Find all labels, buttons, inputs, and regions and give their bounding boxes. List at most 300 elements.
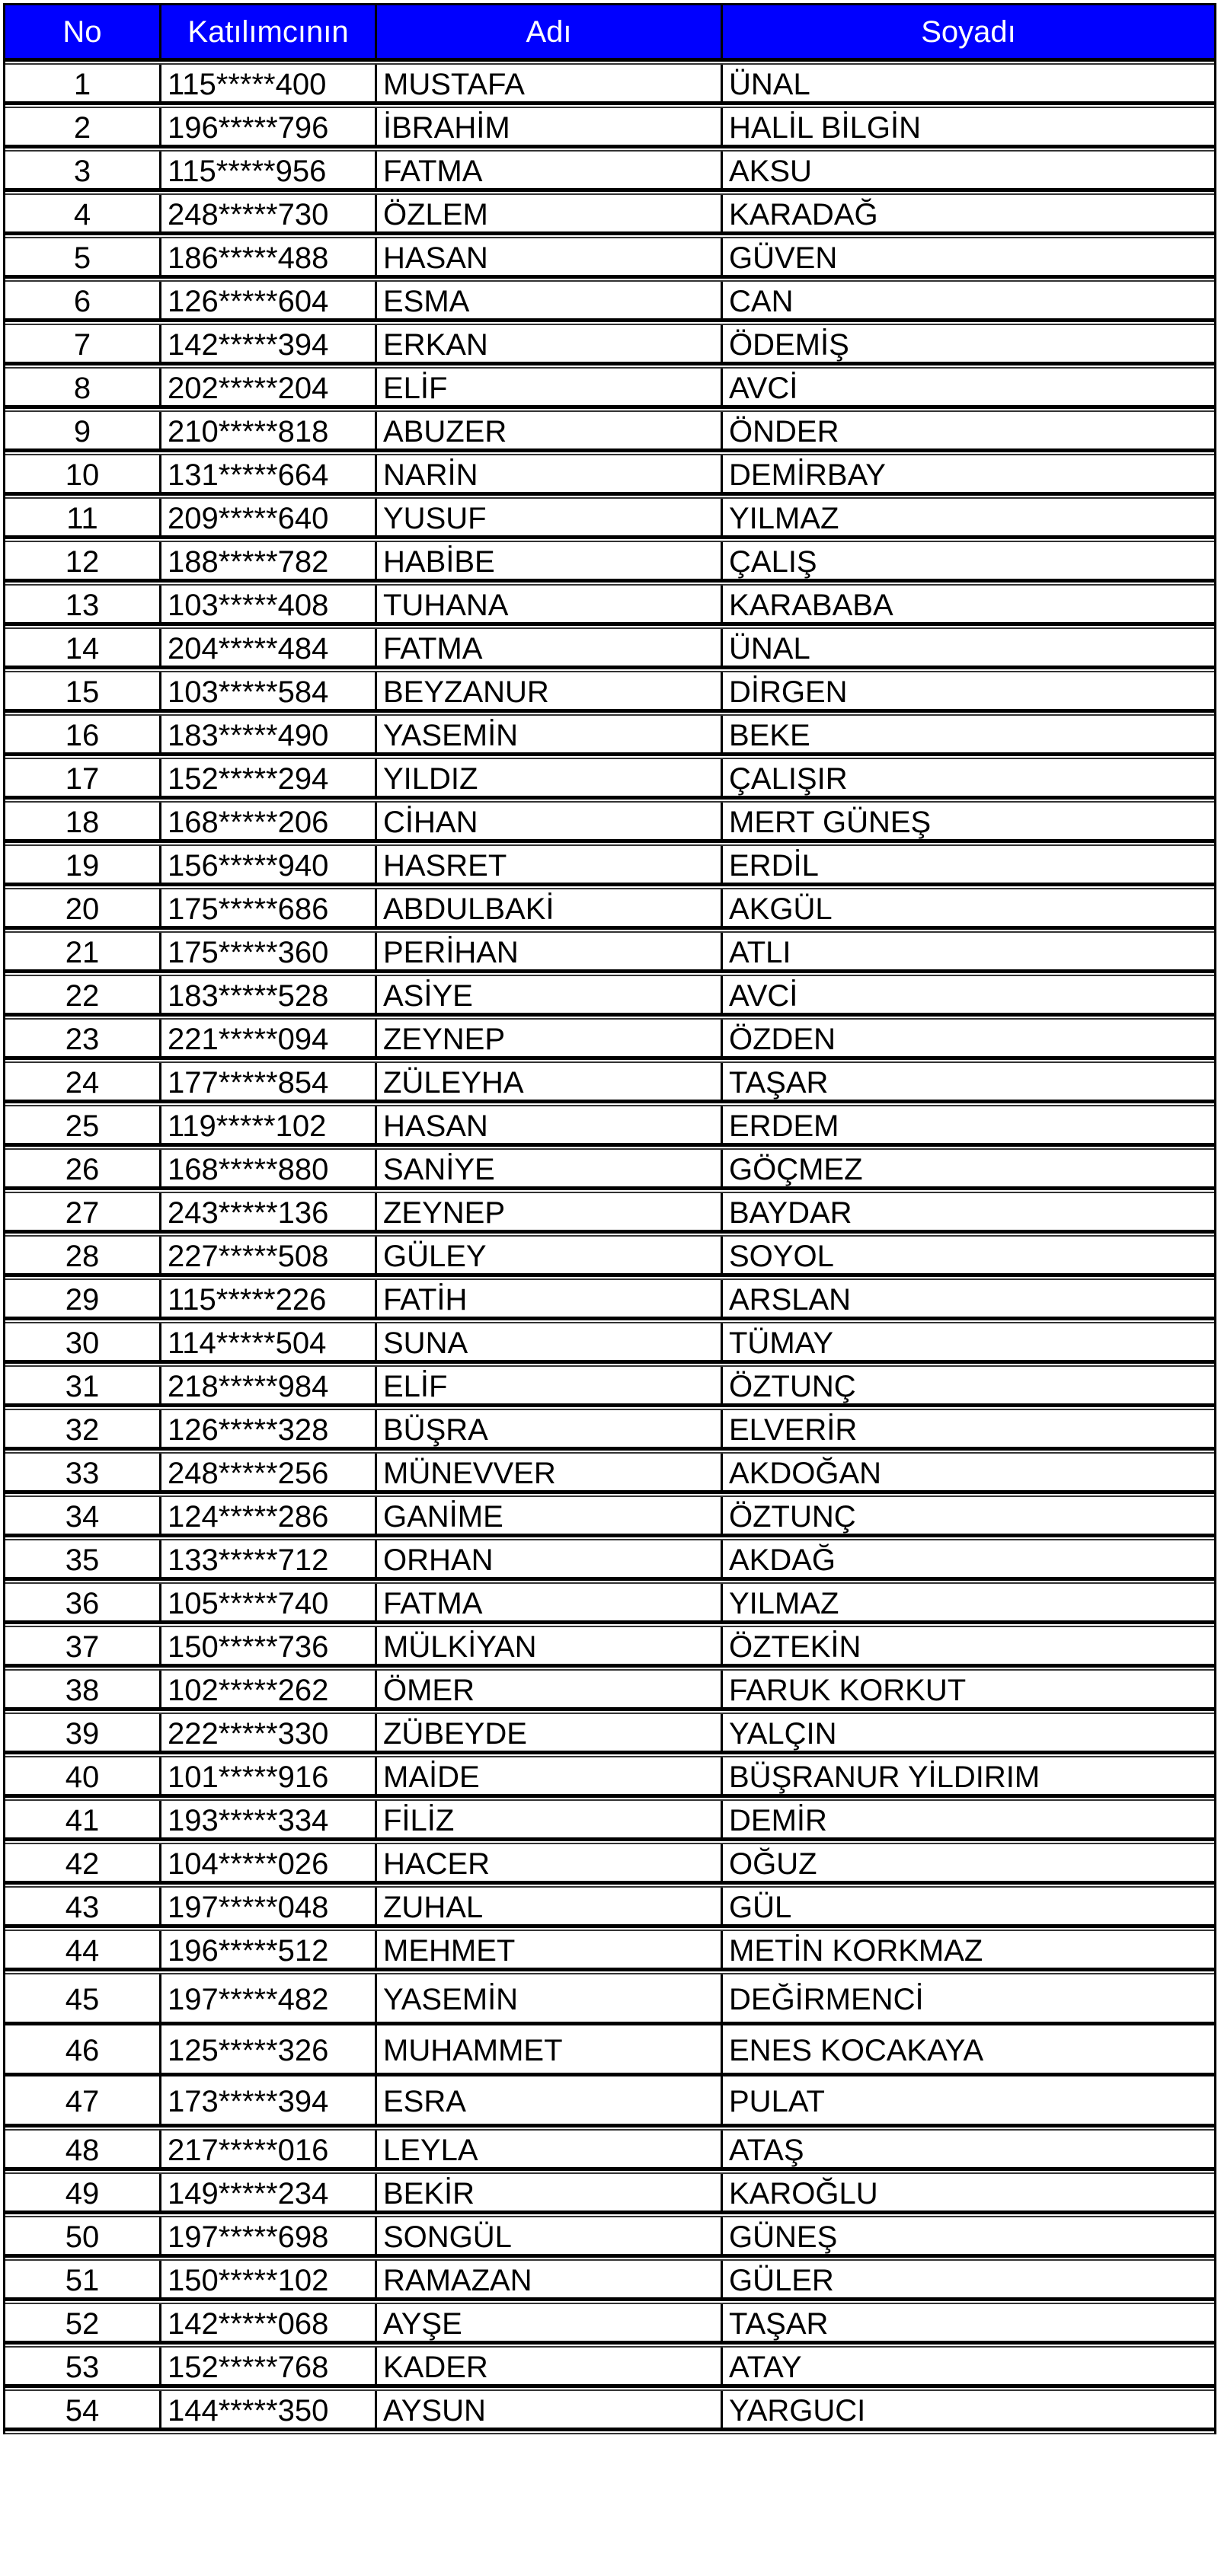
first-name-cell: HACER (377, 1844, 723, 1881)
first-name-cell: HASAN (377, 1106, 723, 1143)
first-name-cell: AYŞE (377, 2304, 723, 2341)
participant-id-cell: 197*****482 (161, 1974, 377, 2022)
row-divider (5, 709, 1214, 713)
first-name-cell: ORHAN (377, 1540, 723, 1577)
last-name-cell: KAROĞLU (729, 2177, 878, 2211)
first-name-cell: İBRAHİM (377, 108, 723, 145)
row-divider (5, 1620, 1214, 1624)
first-name-cell: FATMA (377, 152, 723, 188)
first-name-cell: FATMA (377, 629, 723, 666)
last-name-cell: BÜŞRANUR YİLDIRIM (729, 1760, 1040, 1794)
last-name-cell: YARGUCI (729, 2394, 866, 2428)
last-name-cell: METİN KORKMAZ (729, 1934, 983, 1968)
last-name-cell: GÜLER (729, 2264, 834, 2297)
first-name-cell: BEYZANUR (377, 672, 723, 709)
last-name-cell: ÜNAL (729, 632, 810, 666)
row-number-cell: 46 (5, 2025, 161, 2073)
last-name-cell: SOYOL (729, 1240, 834, 1273)
row-divider (5, 666, 1214, 669)
last-name-cell: DEMİRBAY (729, 458, 886, 492)
row-number-cell: 33 (5, 1454, 161, 1490)
participant-id-cell: 227*****508 (161, 1237, 377, 1273)
row-divider (5, 1317, 1214, 1320)
table-row (5, 976, 1214, 1013)
row-number-cell: 12 (5, 542, 161, 579)
row-number-cell: 25 (5, 1106, 161, 1143)
row-number-cell: 36 (5, 1584, 161, 1620)
row-number-cell: 50 (5, 2217, 161, 2254)
row-number-cell: 27 (5, 1193, 161, 1230)
row-number-cell: 18 (5, 803, 161, 839)
row-divider (5, 1968, 1214, 1971)
row-number-cell: 3 (5, 152, 161, 188)
participant-id-cell: 133*****712 (161, 1540, 377, 1577)
table-row (5, 1106, 1214, 1143)
row-divider (5, 2124, 1214, 2128)
table-row (5, 195, 1214, 231)
participant-id-cell: 196*****796 (161, 108, 377, 145)
row-number-cell: 8 (5, 369, 161, 405)
row-divider (5, 492, 1214, 496)
row-number-cell: 2 (5, 108, 161, 145)
first-name-cell: MUHAMMET (377, 2025, 723, 2073)
last-name-cell: ARSLAN (729, 1283, 852, 1317)
last-name-cell: DİRGEN (729, 675, 848, 709)
row-divider (5, 2211, 1214, 2214)
table-row (5, 2174, 1214, 2211)
participant-id-cell: 168*****880 (161, 1150, 377, 1186)
first-name-cell: TUHANA (377, 586, 723, 622)
row-number-cell: 28 (5, 1237, 161, 1273)
first-name-cell: YILDIZ (377, 759, 723, 796)
last-name-cell: TAŞAR (729, 2307, 829, 2341)
participant-id-cell: 173*****394 (161, 2076, 377, 2124)
first-name-cell: SANİYE (377, 1150, 723, 1186)
table-row (5, 1237, 1214, 1273)
last-name-cell: YILMAZ (729, 502, 839, 535)
first-name-cell: MUSTAFA (377, 65, 723, 101)
participant-id-cell: 105*****740 (161, 1584, 377, 1620)
row-divider (5, 318, 1214, 322)
row-number-cell: 4 (5, 195, 161, 231)
row-divider (5, 1924, 1214, 1928)
row-divider (5, 1794, 1214, 1798)
participant-table (3, 3, 1216, 2434)
participant-id-cell: 217*****016 (161, 2131, 377, 2167)
participant-id-cell: 210*****818 (161, 412, 377, 448)
participant-id-cell: 125*****326 (161, 2025, 377, 2073)
table-row (5, 629, 1214, 666)
row-divider (5, 1881, 1214, 1885)
first-name-cell: ZUHAL (377, 1888, 723, 1924)
row-divider (5, 231, 1214, 235)
table-row (5, 846, 1214, 883)
participant-id-cell: 186*****488 (161, 238, 377, 275)
row-divider (5, 2341, 1214, 2345)
first-name-cell: ZÜLEYHA (377, 1063, 723, 1100)
last-name-cell: FARUK KORKUT (729, 1674, 967, 1707)
row-divider (5, 1751, 1214, 1754)
row-divider (5, 1186, 1214, 1190)
table-row (5, 65, 1214, 101)
participant-id-cell: 115*****956 (161, 152, 377, 188)
table-row (5, 933, 1214, 969)
row-number-cell: 22 (5, 976, 161, 1013)
first-name-cell: GÜLEY (377, 1237, 723, 1273)
table-row (5, 1931, 1214, 1968)
row-number-cell: 48 (5, 2131, 161, 2167)
row-number-cell: 15 (5, 672, 161, 709)
row-divider (5, 2428, 1214, 2431)
row-number-cell: 40 (5, 1757, 161, 1794)
last-name-cell: ÖZTEKİN (729, 1630, 861, 1664)
row-number-cell: 52 (5, 2304, 161, 2341)
table-row (5, 2131, 1214, 2167)
table-row (5, 152, 1214, 188)
row-divider (5, 1230, 1214, 1234)
row-number-cell: 39 (5, 1714, 161, 1751)
column-header-participant-id: Katılımcının (161, 5, 377, 58)
last-name-cell: AVCİ (729, 372, 798, 405)
last-name-cell: ENES KOCAKAYA (729, 2034, 984, 2067)
last-name-cell: GÜL (729, 1891, 792, 1924)
table-header-row (5, 5, 1214, 58)
last-name-cell: ÖZDEN (729, 1023, 836, 1056)
row-number-cell: 26 (5, 1150, 161, 1186)
first-name-cell: YUSUF (377, 499, 723, 535)
row-number-cell: 38 (5, 1671, 161, 1707)
table-row (5, 1280, 1214, 1317)
row-divider (5, 1273, 1214, 1277)
row-divider (5, 145, 1214, 148)
table-row (5, 1627, 1214, 1664)
row-number-cell: 37 (5, 1627, 161, 1664)
row-divider (5, 1056, 1214, 1060)
last-name-cell: ÖDEMİŞ (729, 328, 849, 362)
first-name-cell: ABUZER (377, 412, 723, 448)
participant-id-cell: 202*****204 (161, 369, 377, 405)
table-row (5, 1974, 1214, 2022)
row-divider (5, 752, 1214, 756)
table-row (5, 108, 1214, 145)
table-row (5, 1497, 1214, 1534)
row-divider (5, 448, 1214, 452)
row-divider (5, 839, 1214, 843)
row-number-cell: 6 (5, 282, 161, 318)
first-name-cell: FİLİZ (377, 1801, 723, 1837)
participant-id-cell: 168*****206 (161, 803, 377, 839)
row-number-cell: 23 (5, 1020, 161, 1056)
participant-id-cell: 104*****026 (161, 1844, 377, 1881)
first-name-cell: LEYLA (377, 2131, 723, 2167)
first-name-cell: ÖMER (377, 1671, 723, 1707)
row-number-cell: 30 (5, 1323, 161, 1360)
first-name-cell: YASEMİN (377, 1974, 723, 2022)
column-header-first-name: Adı (377, 5, 723, 58)
row-number-cell: 1 (5, 65, 161, 101)
participant-id-cell: 152*****294 (161, 759, 377, 796)
participant-id-cell: 248*****256 (161, 1454, 377, 1490)
row-number-cell: 14 (5, 629, 161, 666)
row-divider (5, 796, 1214, 800)
last-name-cell: YILMAZ (729, 1587, 839, 1620)
first-name-cell: BEKİR (377, 2174, 723, 2211)
row-divider (5, 2297, 1214, 2301)
row-divider (5, 362, 1214, 365)
row-number-cell: 47 (5, 2076, 161, 2124)
row-number-cell: 31 (5, 1367, 161, 1403)
participant-id-cell: 150*****102 (161, 2261, 377, 2297)
row-divider (5, 1403, 1214, 1407)
participant-id-cell: 183*****490 (161, 716, 377, 752)
last-name-cell: OĞUZ (729, 1847, 817, 1881)
first-name-cell: ESMA (377, 282, 723, 318)
participant-id-cell: 144*****350 (161, 2391, 377, 2428)
header-divider (5, 58, 1214, 62)
table-row (5, 1063, 1214, 1100)
table-row (5, 1193, 1214, 1230)
table-row (5, 716, 1214, 752)
row-number-cell: 45 (5, 1974, 161, 2022)
participant-id-cell: 115*****400 (161, 65, 377, 101)
row-divider (5, 1100, 1214, 1103)
table-row (5, 672, 1214, 709)
row-number-cell: 32 (5, 1410, 161, 1447)
row-divider (5, 1577, 1214, 1581)
table-row (5, 2076, 1214, 2124)
participant-id-cell: 183*****528 (161, 976, 377, 1013)
row-divider (5, 1013, 1214, 1017)
first-name-cell: BÜŞRA (377, 1410, 723, 1447)
row-number-cell: 5 (5, 238, 161, 275)
last-name-cell: DEĞİRMENCİ (729, 1983, 924, 2016)
participant-id-cell: 156*****940 (161, 846, 377, 883)
table-row (5, 2025, 1214, 2073)
last-name-cell: GÜNEŞ (729, 2220, 838, 2254)
row-divider (5, 275, 1214, 279)
first-name-cell: SUNA (377, 1323, 723, 1360)
table-row (5, 2261, 1214, 2297)
row-number-cell: 21 (5, 933, 161, 969)
participant-id-cell: 131*****664 (161, 455, 377, 492)
last-name-cell: AKDOĞAN (729, 1457, 882, 1490)
first-name-cell: HABİBE (377, 542, 723, 579)
row-divider (5, 1837, 1214, 1841)
table-row (5, 803, 1214, 839)
table-row (5, 2348, 1214, 2384)
participant-id-cell: 124*****286 (161, 1497, 377, 1534)
table-row (5, 2217, 1214, 2254)
participant-id-cell: 196*****512 (161, 1931, 377, 1968)
last-name-cell: AKGÜL (729, 892, 833, 926)
last-name-cell: TAŞAR (729, 1066, 829, 1100)
participant-id-cell: 204*****484 (161, 629, 377, 666)
table-row (5, 412, 1214, 448)
participant-id-cell: 209*****640 (161, 499, 377, 535)
first-name-cell: MÜLKİYAN (377, 1627, 723, 1664)
first-name-cell: ZEYNEP (377, 1193, 723, 1230)
last-name-cell: ELVERİR (729, 1413, 858, 1447)
first-name-cell: HASAN (377, 238, 723, 275)
first-name-cell: MÜNEVVER (377, 1454, 723, 1490)
table-row (5, 2304, 1214, 2341)
row-divider (5, 535, 1214, 539)
last-name-cell: ÖZTUNÇ (729, 1370, 856, 1403)
table-row (5, 499, 1214, 535)
row-divider (5, 405, 1214, 409)
participant-id-cell: 221*****094 (161, 1020, 377, 1056)
participant-id-cell: 126*****328 (161, 1410, 377, 1447)
table-row (5, 542, 1214, 579)
table-row (5, 1454, 1214, 1490)
row-divider (5, 579, 1214, 583)
column-header-no: No (5, 5, 161, 58)
first-name-cell: MEHMET (377, 1931, 723, 1968)
row-number-cell: 16 (5, 716, 161, 752)
participant-id-cell: 142*****394 (161, 325, 377, 362)
row-number-cell: 13 (5, 586, 161, 622)
participant-id-cell: 243*****136 (161, 1193, 377, 1230)
table-row (5, 1323, 1214, 1360)
table-row (5, 2391, 1214, 2428)
row-number-cell: 35 (5, 1540, 161, 1577)
row-divider (5, 188, 1214, 192)
first-name-cell: RAMAZAN (377, 2261, 723, 2297)
row-number-cell: 43 (5, 1888, 161, 1924)
row-number-cell: 54 (5, 2391, 161, 2428)
participant-id-cell: 188*****782 (161, 542, 377, 579)
participant-id-cell: 248*****730 (161, 195, 377, 231)
row-divider (5, 926, 1214, 930)
first-name-cell: AYSUN (377, 2391, 723, 2428)
last-name-cell: AKSU (729, 155, 812, 188)
first-name-cell: CİHAN (377, 803, 723, 839)
first-name-cell: ELİF (377, 1367, 723, 1403)
table-row (5, 282, 1214, 318)
participant-id-cell: 103*****408 (161, 586, 377, 622)
first-name-cell: SONGÜL (377, 2217, 723, 2254)
first-name-cell: GANİME (377, 1497, 723, 1534)
last-name-cell: KARADAĞ (729, 198, 878, 231)
participant-id-cell: 149*****234 (161, 2174, 377, 2211)
first-name-cell: ÖZLEM (377, 195, 723, 231)
last-name-cell: YALÇIN (729, 1717, 837, 1751)
last-name-cell: ÇALIŞ (729, 545, 817, 579)
table-row (5, 1714, 1214, 1751)
row-number-cell: 10 (5, 455, 161, 492)
last-name-cell: ERDEM (729, 1109, 839, 1143)
first-name-cell: ZÜBEYDE (377, 1714, 723, 1751)
first-name-cell: NARİN (377, 455, 723, 492)
table-row (5, 238, 1214, 275)
first-name-cell: ERKAN (377, 325, 723, 362)
column-header-last-name: Soyadı (723, 5, 1214, 58)
table-row (5, 1367, 1214, 1403)
table-row (5, 1150, 1214, 1186)
last-name-cell: KARABABA (729, 589, 893, 622)
table-body (5, 65, 1214, 2431)
row-divider (5, 1447, 1214, 1451)
participant-id-cell: 197*****698 (161, 2217, 377, 2254)
first-name-cell: KADER (377, 2348, 723, 2384)
table-row (5, 586, 1214, 622)
last-name-cell: ATAY (729, 2351, 802, 2384)
participant-id-cell: 142*****068 (161, 2304, 377, 2341)
participant-id-cell: 119*****102 (161, 1106, 377, 1143)
row-divider (5, 101, 1214, 105)
last-name-cell: ÖZTUNÇ (729, 1500, 856, 1534)
last-name-cell: AKDAĞ (729, 1543, 836, 1577)
table-row (5, 1671, 1214, 1707)
first-name-cell: ASİYE (377, 976, 723, 1013)
last-name-cell: BAYDAR (729, 1196, 852, 1230)
row-number-cell: 20 (5, 889, 161, 926)
row-number-cell: 17 (5, 759, 161, 796)
row-number-cell: 9 (5, 412, 161, 448)
first-name-cell: ELİF (377, 369, 723, 405)
row-divider (5, 2167, 1214, 2171)
last-name-cell: TÜMAY (729, 1326, 834, 1360)
table-row (5, 1757, 1214, 1794)
last-name-cell: HALİL BİLGİN (729, 111, 921, 145)
first-name-cell: HASRET (377, 846, 723, 883)
first-name-cell: ZEYNEP (377, 1020, 723, 1056)
participant-id-cell: 222*****330 (161, 1714, 377, 1751)
participant-id-cell: 126*****604 (161, 282, 377, 318)
row-divider (5, 2254, 1214, 2258)
last-name-cell: AVCİ (729, 979, 798, 1013)
participant-id-cell: 150*****736 (161, 1627, 377, 1664)
row-divider (5, 1490, 1214, 1494)
row-divider (5, 969, 1214, 973)
participant-id-cell: 103*****584 (161, 672, 377, 709)
last-name-cell: ÇALIŞIR (729, 762, 848, 796)
participant-id-cell: 175*****686 (161, 889, 377, 926)
table-row (5, 1540, 1214, 1577)
first-name-cell: FATİH (377, 1280, 723, 1317)
participant-id-cell: 175*****360 (161, 933, 377, 969)
last-name-cell: ÖNDER (729, 415, 839, 448)
row-number-cell: 29 (5, 1280, 161, 1317)
last-name-cell: CAN (729, 285, 794, 318)
row-number-cell: 19 (5, 846, 161, 883)
last-name-cell: ATAŞ (729, 2134, 804, 2167)
table-row (5, 325, 1214, 362)
table-row (5, 1410, 1214, 1447)
table-row (5, 1888, 1214, 1924)
row-number-cell: 41 (5, 1801, 161, 1837)
row-number-cell: 34 (5, 1497, 161, 1534)
table-row (5, 1020, 1214, 1056)
last-name-cell: GÖÇMEZ (729, 1153, 863, 1186)
first-name-cell: ESRA (377, 2076, 723, 2124)
participant-id-cell: 114*****504 (161, 1323, 377, 1360)
last-name-cell: ÜNAL (729, 68, 810, 101)
first-name-cell: ABDULBAKİ (377, 889, 723, 926)
participant-id-cell: 197*****048 (161, 1888, 377, 1924)
participant-id-cell: 102*****262 (161, 1671, 377, 1707)
row-number-cell: 44 (5, 1931, 161, 1968)
row-divider (5, 1143, 1214, 1147)
table-row (5, 1844, 1214, 1881)
row-divider (5, 1707, 1214, 1711)
table-row (5, 455, 1214, 492)
table-row (5, 759, 1214, 796)
row-divider (5, 1360, 1214, 1364)
row-number-cell: 53 (5, 2348, 161, 2384)
row-number-cell: 51 (5, 2261, 161, 2297)
row-divider (5, 2384, 1214, 2388)
